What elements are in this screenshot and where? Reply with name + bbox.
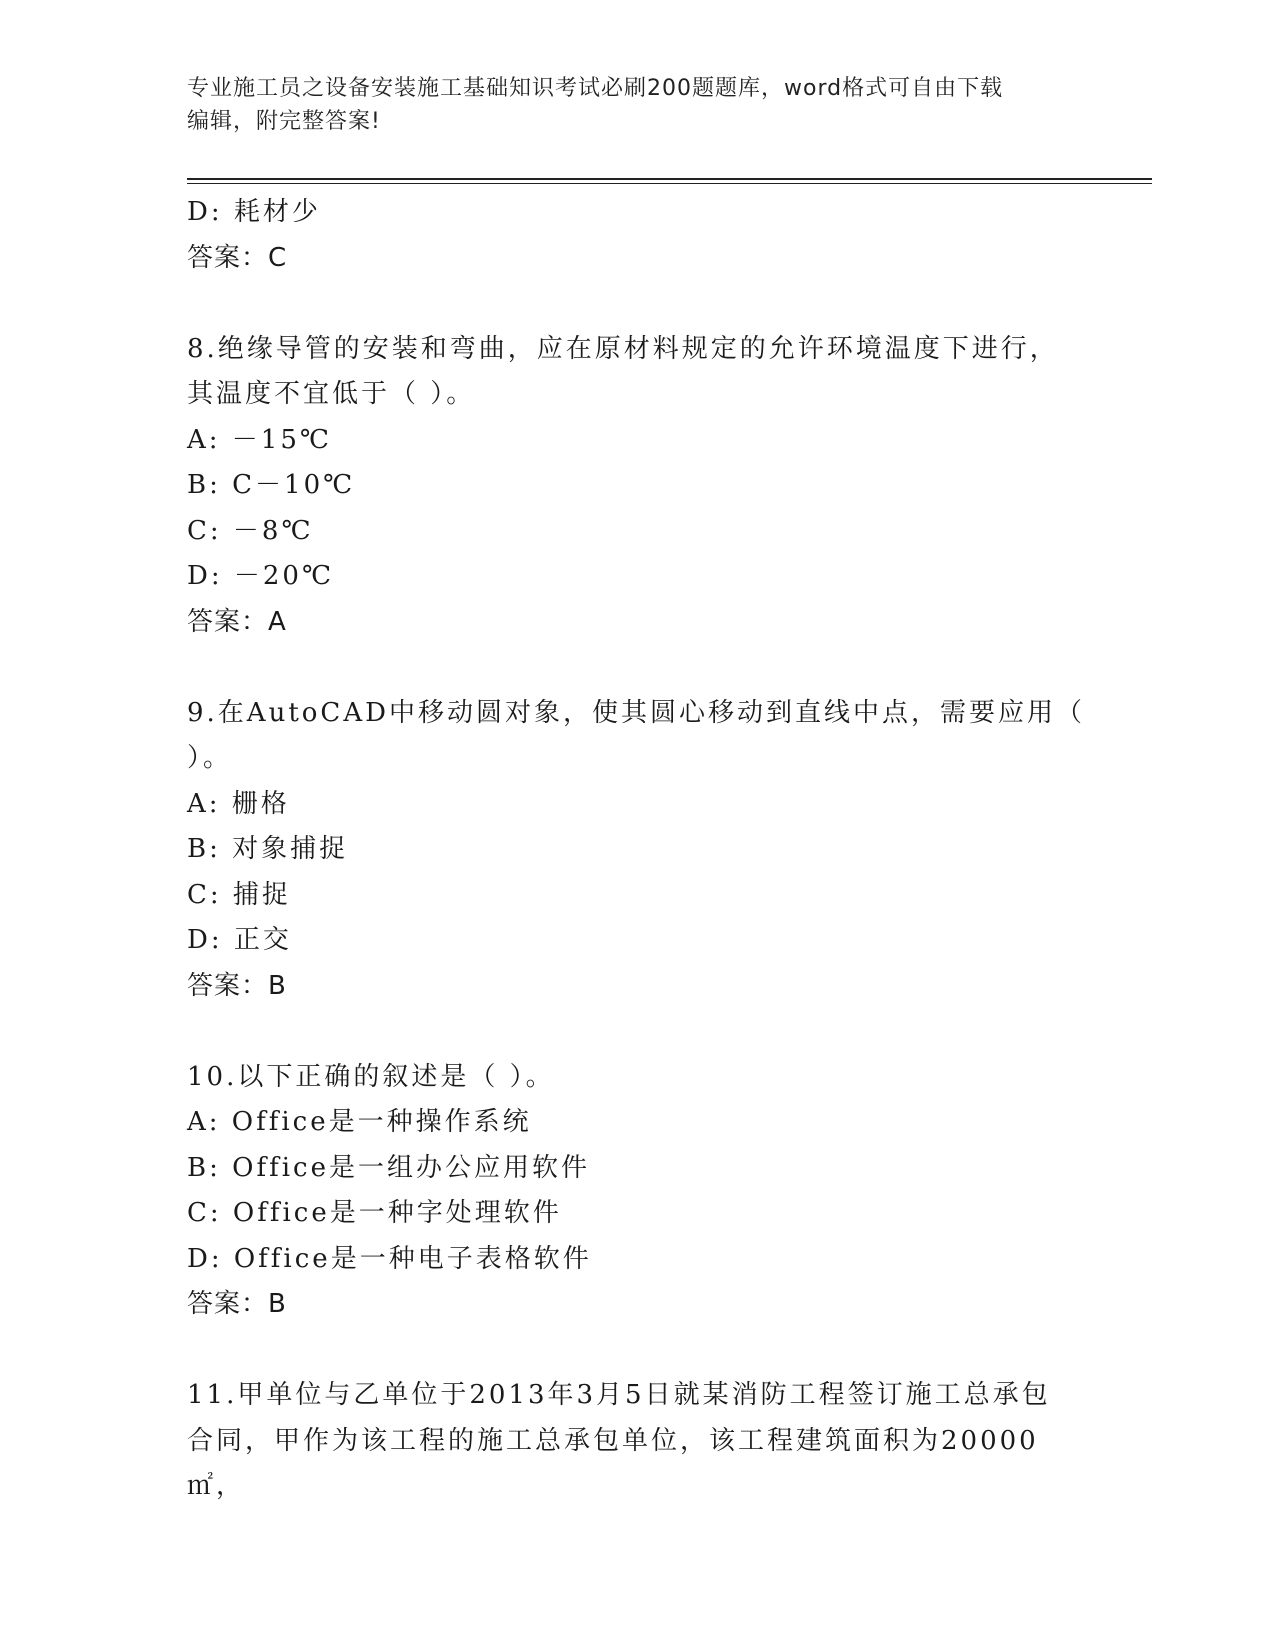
q8-stem-line-2: 其温度不宜低于（ ）。	[187, 379, 476, 409]
header-line-2: 编辑，附完整答案!	[187, 109, 381, 134]
question-7-tail	[187, 190, 1087, 281]
document-header	[187, 72, 1067, 138]
question-9	[187, 691, 1087, 1010]
q11-stem-line-1: 11.甲单位与乙单位于2013年3月5日就某消防工程签订施工总承包	[187, 1380, 1051, 1410]
q10-answer: 答案：B	[187, 1289, 287, 1319]
q9-option-a: A: 栅格	[187, 788, 290, 819]
q9-answer: 答案：B	[187, 970, 287, 1001]
q10-option-d: D: Office是一种电子表格软件	[187, 1243, 592, 1274]
question-10	[187, 1055, 1087, 1328]
q9-option-c: C: 捕捉	[187, 879, 291, 910]
question-8	[187, 327, 1087, 646]
q10-stem-line-1: 10.以下正确的叙述是（ ）。	[187, 1061, 555, 1092]
q7-answer: 答案：C	[187, 242, 288, 273]
q8-option-d: D: －20℃	[187, 561, 335, 591]
q8-option-c: C: －8℃	[187, 515, 314, 546]
q10-option-a: A: Office是一种操作系统	[187, 1107, 532, 1137]
q10-option-c: C: Office是一种字处理软件	[187, 1198, 562, 1228]
header-divider-thin	[187, 183, 1152, 184]
q8-stem-line-1: 8.绝缘导管的安装和弯曲，应在原材料规定的允许环境温度下进行，	[187, 333, 1059, 364]
q8-option-a: A: －15℃	[187, 424, 332, 455]
q9-option-d: D: 正交	[187, 925, 292, 955]
question-content	[187, 190, 1087, 1510]
q9-stem-line-2: ）。	[187, 743, 233, 773]
q9-stem-line-1: 9.在AutoCAD中移动圆对象，使其圆心移动到直线中点，需要应用（	[187, 697, 1085, 728]
header-line-1: 专业施工员之设备安装施工基础知识考试必刷200题题库，word格式可自由下载	[187, 76, 1004, 101]
q9-option-b: B: 对象捕捉	[187, 834, 349, 864]
q11-stem-line-2: 合同，甲作为该工程的施工总承包单位，该工程建筑面积为20000㎡，	[187, 1425, 1039, 1501]
q8-answer: 答案：A	[187, 606, 287, 637]
question-11	[187, 1373, 1087, 1510]
q10-option-b: B: Office是一组办公应用软件	[187, 1152, 590, 1183]
header-divider-thick	[187, 178, 1152, 180]
q8-option-b: B: C－10℃	[187, 470, 356, 500]
q7-option-d: D: 耗材少	[187, 197, 321, 227]
